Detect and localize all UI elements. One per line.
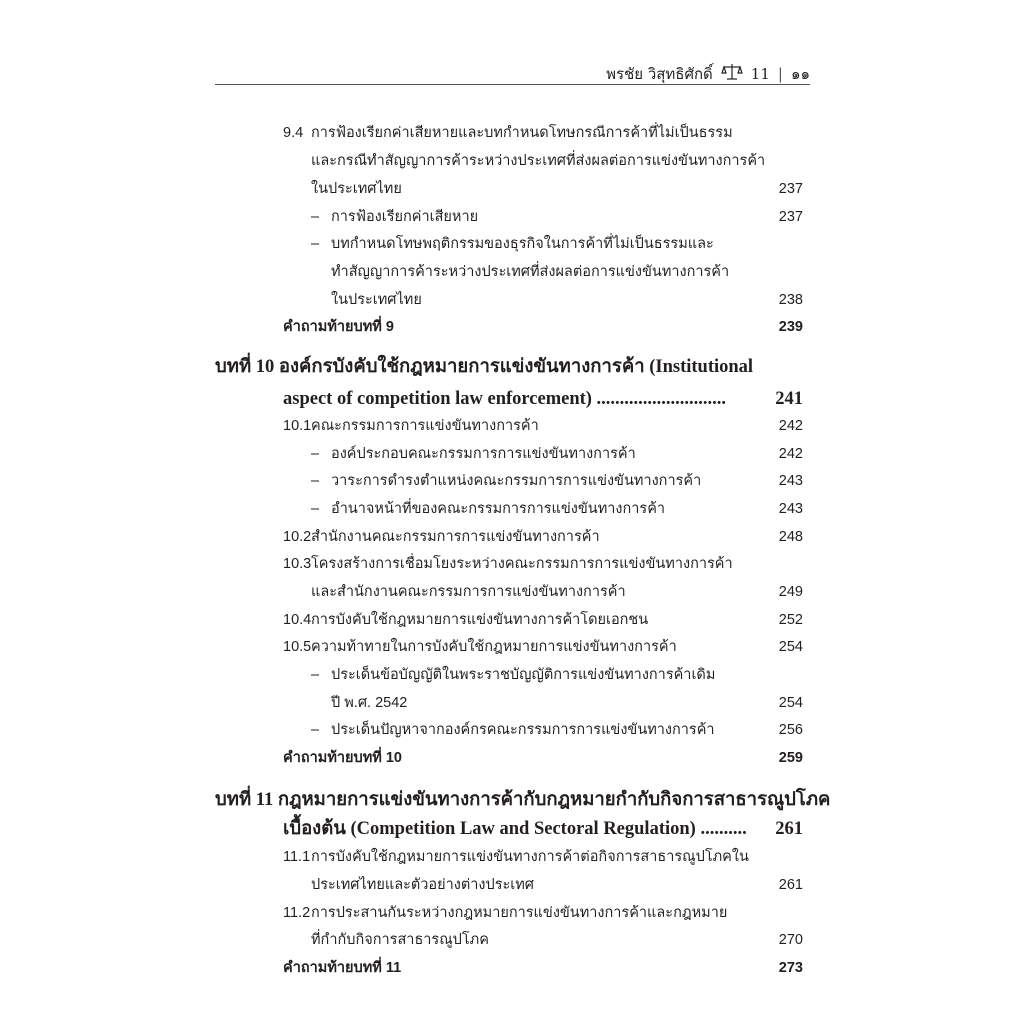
page-number: 238 <box>778 292 803 308</box>
page-number-thai: ๑๑ <box>790 65 810 83</box>
page-number: 243 <box>778 501 803 517</box>
page-number: 249 <box>778 584 803 600</box>
scales-of-justice-icon <box>721 63 743 85</box>
toc-entry <box>0 287 1024 313</box>
section-number: 10.2 <box>283 529 312 545</box>
toc-entry <box>0 579 1024 605</box>
page-number: 261 <box>778 877 803 893</box>
entry-title: บทกำหนดโทษพฤติกรรมของธุรกิจในการค้าที่ไม่เป็นธรรมและ <box>331 236 714 252</box>
page-number: 248 <box>778 529 803 545</box>
page-number: 237 <box>778 181 803 197</box>
page-number: 242 <box>778 418 803 434</box>
chapter-title: บทที่ 10 องค์กรบังคับใช้กฎหมายการแข่งขันทางการค้า (Institutional <box>215 357 754 377</box>
bullet-dash: – <box>311 236 320 252</box>
page-number: 254 <box>778 639 803 655</box>
page-number-arabic: 11 <box>750 65 770 83</box>
entry-title: และกรณีทำสัญญาการค้าระหว่างประเทศที่ส่งผลต่อการแข่งขันทางการค้า <box>311 153 766 169</box>
toc-entry <box>0 844 1024 870</box>
page-number: 261 <box>775 819 803 839</box>
toc-entry <box>0 120 1024 146</box>
bullet-dash: – <box>311 209 320 225</box>
toc-entry <box>0 468 1024 494</box>
page-number: 254 <box>778 695 803 711</box>
entry-title: การฟ้องเรียกค่าเสียหายและบทกำหนดโทษกรณีการค้าที่ไม่เป็นธรรม <box>311 125 733 141</box>
bullet-dash: – <box>311 667 320 683</box>
toc-entry <box>0 745 1024 771</box>
page-number: 256 <box>778 722 803 738</box>
toc-entry <box>0 872 1024 898</box>
entry-title: วาระการดำรงตำแหน่งคณะกรรมการการแข่งขันทางการค้า <box>331 473 702 489</box>
page-number: 237 <box>778 209 803 225</box>
entry-title: ทำสัญญาการค้าระหว่างประเทศที่ส่งผลต่อการแข่งขันทางการค้า <box>331 264 730 280</box>
page-number: 252 <box>778 612 803 628</box>
section-number: 9.4 <box>283 125 304 141</box>
page-number: 273 <box>778 960 803 976</box>
toc-entry <box>0 148 1024 174</box>
section-number: 10.1 <box>283 418 312 434</box>
entry-title: ประเทศไทยและตัวอย่างต่างประเทศ <box>311 877 534 893</box>
toc-entry <box>0 441 1024 467</box>
toc-entry <box>0 413 1024 439</box>
toc-entry <box>0 662 1024 688</box>
bullet-dash: – <box>311 446 320 462</box>
bullet-dash: – <box>311 501 320 517</box>
toc-entry <box>0 690 1024 716</box>
toc-entry <box>0 176 1024 202</box>
entry-title: ประเด็นปัญหาจากองค์กรคณะกรรมการการแข่งขันทางการค้า <box>331 722 715 738</box>
bullet-dash: – <box>311 473 320 489</box>
section-number: 11.1 <box>283 849 311 865</box>
chapter-title: บทที่ 11 กฎหมายการแข่งขันทางการค้ากับกฎหมายกำกับกิจการสาธารณูปโภค <box>215 790 831 810</box>
chapter-title: aspect of competition law enforcement) ............................ <box>283 389 727 409</box>
toc-entry <box>0 955 1024 981</box>
section-number: 11.2 <box>283 905 311 921</box>
header-separator: | <box>777 65 783 83</box>
page-number: 243 <box>778 473 803 489</box>
entry-title: การบังคับใช้กฎหมายการแข่งขันทางการค้าโดยเอกชน <box>311 612 649 628</box>
toc-entry <box>0 900 1024 926</box>
toc-entry <box>0 496 1024 522</box>
page-number: 241 <box>775 389 803 409</box>
chapter-questions-title: คำถามท้ายบทที่ 9 <box>283 319 394 335</box>
section-number: 10.4 <box>283 612 312 628</box>
section-number: 10.5 <box>283 639 312 655</box>
toc-entry <box>0 717 1024 743</box>
toc-entry <box>0 314 1024 340</box>
author-name: พรชัย วิสุทธิศักดิ์ <box>606 65 713 83</box>
toc-entry <box>0 231 1024 257</box>
entry-title: ประเด็นข้อบัญญัติในพระราชบัญญัติการแข่งขันทางการค้าเดิม <box>331 667 716 683</box>
entry-title: ในประเทศไทย <box>331 292 422 308</box>
entry-title: คณะกรรมการการแข่งขันทางการค้า <box>311 418 539 434</box>
entry-title: องค์ประกอบคณะกรรมการการแข่งขันทางการค้า <box>331 446 636 462</box>
chapter-questions-title: คำถามท้ายบทที่ 11 <box>283 960 402 976</box>
entry-title: และสำนักงานคณะกรรมการการแข่งขันทางการค้า <box>311 584 626 600</box>
toc-entry <box>0 204 1024 230</box>
page-number: 239 <box>778 319 803 335</box>
entry-title: ที่กำกับกิจการสาธารณูปโภค <box>311 932 489 948</box>
page-number: 270 <box>778 932 803 948</box>
toc-entry <box>0 551 1024 577</box>
entry-title: การฟ้องเรียกค่าเสียหาย <box>331 209 479 225</box>
page-number: 259 <box>778 750 803 766</box>
chapter-title: เบื้องต้น (Competition Law and Sectoral Regulation) .......... <box>283 819 747 839</box>
entry-title: การบังคับใช้กฎหมายการแข่งขันทางการค้าต่อกิจการสาธารณูปโภคใน <box>311 849 749 865</box>
entry-title: อำนาจหน้าที่ของคณะกรรมการการแข่งขันทางการค้า <box>331 501 666 517</box>
entry-title: สำนักงานคณะกรรมการการแข่งขันทางการค้า <box>311 529 600 545</box>
entry-title: ปี พ.ศ. 2542 <box>331 695 408 711</box>
entry-title: ในประเทศไทย <box>311 181 402 197</box>
toc-entry <box>0 524 1024 550</box>
toc-entry <box>0 785 1024 815</box>
section-number: 10.3 <box>283 556 312 572</box>
entry-title: โครงสร้างการเชื่อมโยงระหว่างคณะกรรมการการแข่งขันทางการค้า <box>311 556 733 572</box>
chapter-questions-title: คำถามท้ายบทที่ 10 <box>283 750 402 766</box>
toc-entry <box>0 259 1024 285</box>
running-header <box>606 62 810 86</box>
toc-entry <box>0 607 1024 633</box>
toc-entry <box>0 634 1024 660</box>
toc-entry <box>0 814 1024 844</box>
toc-entry <box>0 352 1024 382</box>
entry-title: การประสานกันระหว่างกฎหมายการแข่งขันทางการค้าและกฎหมาย <box>311 905 728 921</box>
entry-title: ความท้าทายในการบังคับใช้กฎหมายการแข่งขันทางการค้า <box>311 639 677 655</box>
page-number: 242 <box>778 446 803 462</box>
header-rule <box>215 84 810 85</box>
bullet-dash: – <box>311 722 320 738</box>
toc-entry <box>0 927 1024 953</box>
toc-entry <box>0 384 1024 414</box>
